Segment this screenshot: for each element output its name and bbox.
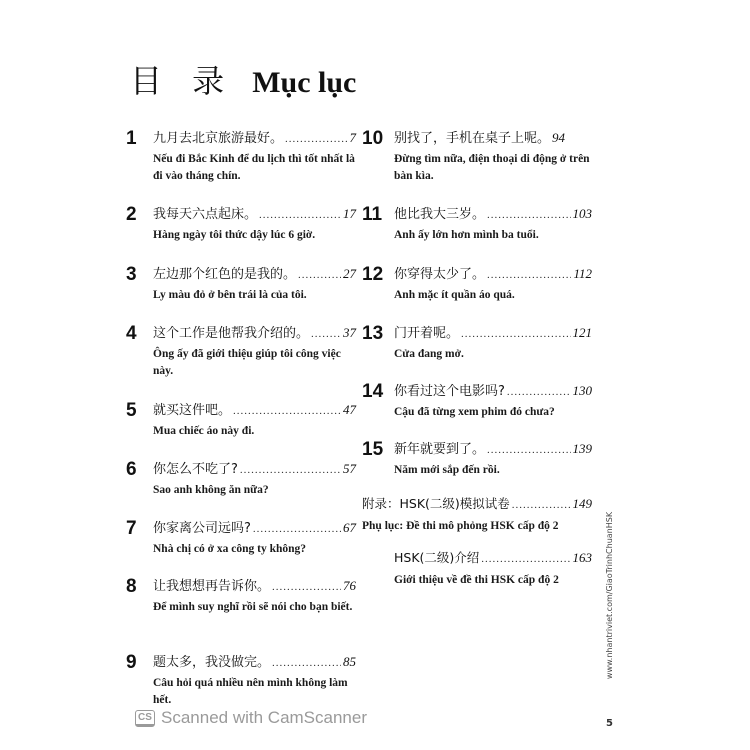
dot-leader: [285, 129, 347, 149]
lesson-title-zh: 你家离公司远吗?: [153, 521, 251, 536]
lesson-title-vi: Nhà chị có ở xa công ty không?: [153, 543, 307, 555]
lesson-number: 12: [362, 264, 384, 285]
page-ref: 130: [572, 383, 592, 398]
dot-leader: [272, 577, 341, 597]
page-ref: 149: [572, 496, 592, 511]
page-ref: 17: [343, 206, 356, 221]
lesson-title-zh: 你看过这个电影吗?: [394, 384, 505, 399]
page-ref: 112: [573, 266, 592, 281]
page-ref: 57: [343, 461, 356, 476]
dot-leader: [461, 324, 570, 344]
lesson-title-vi: Ly màu đỏ ở bên trái là của tôi.: [153, 289, 307, 301]
lesson-title-zh: 九月去北京旅游最好。: [153, 131, 284, 146]
lesson-number: 2: [126, 204, 137, 225]
lesson-number: 14: [362, 381, 384, 402]
dot-leader: [272, 653, 341, 673]
page-ref: 7: [349, 130, 356, 145]
dot-leader: [298, 265, 341, 285]
page-number: 5: [606, 718, 613, 729]
dot-leader: [487, 265, 571, 285]
lesson-title-zh: 你穿得太少了。: [394, 267, 486, 282]
page-ref: 121: [572, 325, 592, 340]
lesson-title-zh: 让我想想再告诉你。: [153, 579, 271, 594]
publisher-url: www.nhantriviet.com/GiaoTrinhChuanHSK: [605, 511, 615, 679]
lesson-number: 13: [362, 323, 384, 344]
lesson-title-zh: 我每天六点起床。: [153, 207, 258, 222]
lesson-title-vi: Câu hỏi quá nhiều nên mình không làm hết.: [153, 677, 348, 706]
camscanner-logo-icon: CS: [135, 710, 155, 727]
page-ref: 47: [343, 402, 356, 417]
lesson-title-zh: 他比我大三岁。: [394, 207, 486, 222]
lesson-title-zh: 新年就要到了。: [394, 442, 486, 457]
lesson-title-vi: Cửa đang mở.: [394, 348, 464, 360]
lesson-title-zh: 题太多，我没做完。: [153, 655, 271, 670]
watermark-text: Scanned with CamScanner: [161, 708, 368, 727]
lesson-title-zh: 门开着呢。: [394, 326, 460, 341]
appendix-title-zh: HSK(二级)介绍: [394, 550, 480, 565]
lesson-number: 4: [126, 323, 137, 344]
dot-leader: [487, 440, 570, 460]
dot-leader: [311, 324, 341, 344]
lesson-title-vi: Mua chiếc áo này đi.: [153, 425, 255, 437]
toc-appendix-hsk-intro[interactable]: [394, 548, 592, 589]
lesson-title-zh: 这个工作是他帮我介绍的。: [153, 326, 310, 341]
page-ref: 85: [343, 654, 356, 669]
page-ref: 76: [343, 578, 356, 593]
lesson-number: 1: [126, 128, 137, 149]
page-ref: 139: [572, 441, 592, 456]
lesson-number: 15: [362, 439, 384, 460]
dot-leader: [481, 549, 570, 569]
page-ref: 94: [552, 130, 566, 145]
appendix-title-zh: 附录：HSK(二级)模拟试卷: [362, 496, 510, 511]
lesson-title-zh: 你怎么不吃了?: [153, 462, 238, 477]
lesson-title-vi: Ông ấy đã giới thiệu giúp tôi công việc này.: [153, 348, 341, 377]
appendix-title-vi: Giới thiệu về đề thi HSK cấp độ 2: [394, 574, 559, 586]
dot-leader: [512, 495, 571, 515]
title-vietnamese: Mục lục: [252, 66, 357, 99]
camscanner-watermark: [135, 708, 367, 728]
lesson-number: 5: [126, 400, 137, 421]
dot-leader: [487, 205, 570, 225]
lesson-title-vi: Để mình suy nghĩ rồi sẽ nói cho bạn biết.: [153, 601, 353, 613]
lesson-title-vi: Nếu đi Bắc Kinh để du lịch thì tốt nhất là đi vào tháng chín.: [153, 153, 355, 182]
lesson-title-zh: 左边那个红色的是我的。: [153, 267, 297, 282]
lesson-number: 8: [126, 576, 137, 597]
dot-leader: [233, 401, 341, 421]
toc-appendix-mock-test[interactable]: [362, 494, 592, 535]
lesson-number: 3: [126, 264, 137, 285]
lesson-number: 7: [126, 518, 137, 539]
page-ref: 27: [343, 266, 356, 281]
dot-leader: [507, 382, 571, 402]
lesson-number: 9: [126, 652, 137, 673]
lesson-title-vi: Cậu đã từng xem phim đó chưa?: [394, 406, 555, 418]
dot-leader: [253, 519, 341, 539]
lesson-number: 11: [362, 204, 383, 225]
lesson-title-vi: Sao anh không ăn nữa?: [153, 484, 269, 496]
page-title: [130, 56, 356, 102]
lesson-title-vi: Hàng ngày tôi thức dậy lúc 6 giờ.: [153, 229, 316, 241]
lesson-title-vi: Đừng tìm nữa, điện thoại di động ở trên bàn kìa.: [394, 153, 590, 182]
lesson-title-zh: 别找了，手机在桌子上呢。: [394, 131, 551, 146]
dot-leader: [240, 460, 341, 480]
page-ref: 163: [572, 550, 592, 565]
page-ref: 37: [343, 325, 356, 340]
title-chinese: 目 录: [130, 62, 235, 100]
lesson-title-vi: Anh mặc ít quần áo quá.: [394, 289, 515, 301]
lesson-number: 10: [362, 128, 384, 149]
dot-leader: [259, 205, 341, 225]
lesson-title-vi: Anh ấy lớn hơn mình ba tuổi.: [394, 229, 539, 241]
lesson-title-vi: Năm mới sắp đến rồi.: [394, 464, 500, 476]
page-ref: 103: [572, 206, 592, 221]
appendix-title-vi: Phụ lục: Đề thi mô phỏng HSK cấp độ 2: [362, 520, 559, 532]
lesson-title-zh: 就买这件吧。: [153, 403, 232, 418]
lesson-number: 6: [126, 459, 137, 480]
page-ref: 67: [343, 520, 356, 535]
